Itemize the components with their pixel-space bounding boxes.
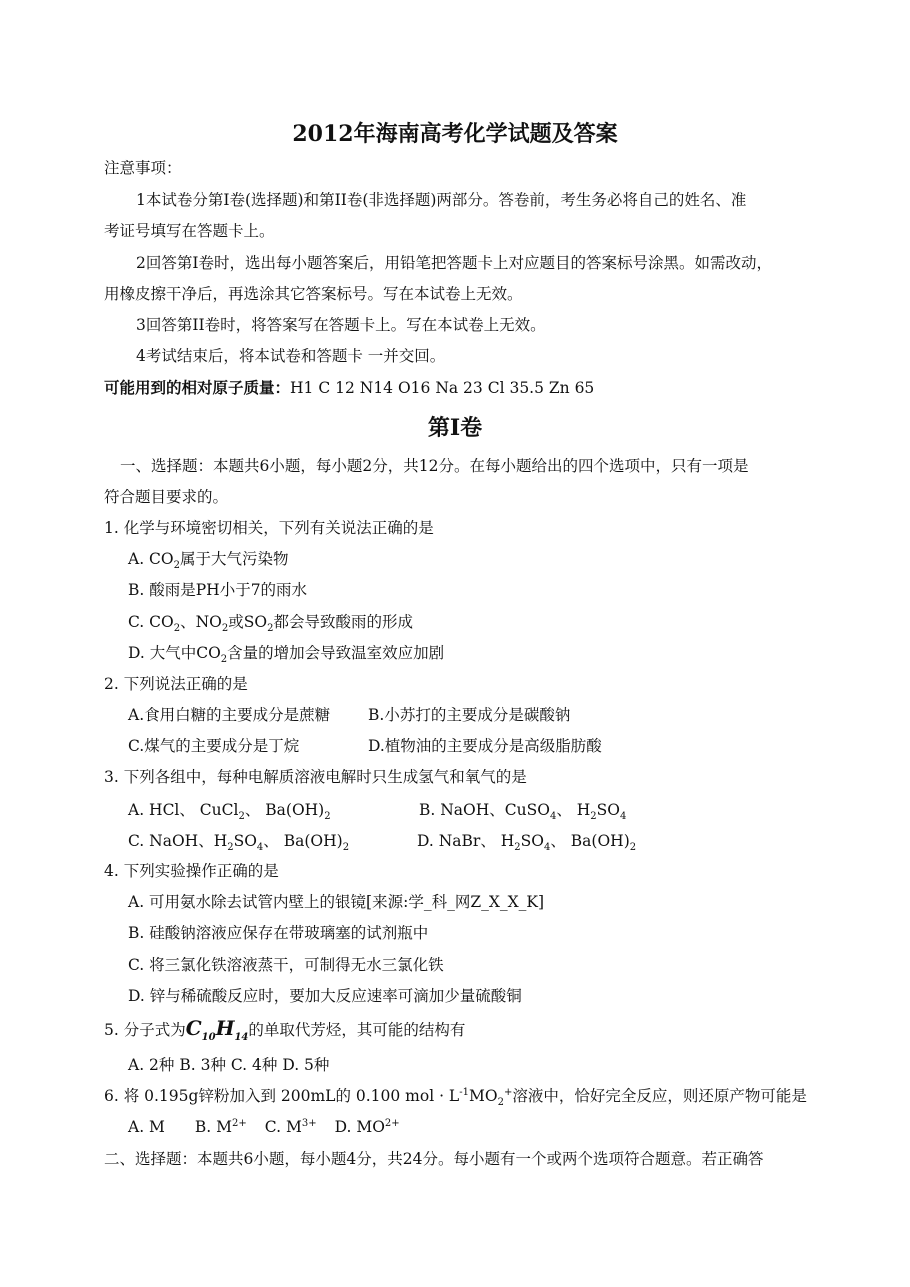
q1-option-d: D. 大气中$CO_2$含量的增加会导致温室效应加剧 bbox=[128, 644, 445, 666]
q3-option-c: C. NaOH、$H_2SO_4$、 $Ba(OH)_2$ bbox=[128, 832, 350, 854]
q4-option-b: B. 硅酸钠溶液应保存在带玻璃塞的试剂瓶中 bbox=[128, 924, 429, 942]
q6-stem: 6. 将 0.195g锌粉加入到 200mL的 0.100 mol · $L^{-1}MO_2^+$溶液中，恰好完全反应，则还原产物可能是 bbox=[104, 1086, 807, 1109]
q6-option-c: C. $M^{3+}$ bbox=[264, 1117, 317, 1136]
atomic-mass-line bbox=[104, 378, 594, 398]
q2-stem: 2. 下列说法正确的是 bbox=[104, 675, 248, 693]
q1-stem: 1. 化学与环境密切相关，下列有关说法正确的是 bbox=[104, 519, 434, 537]
q6-options bbox=[128, 1117, 400, 1137]
note-4: 4考试结束后，将本试卷和答题卡 一并交回。 bbox=[136, 347, 446, 365]
section-1-intro-cont: 符合题目要求的。 bbox=[104, 488, 229, 506]
q1-option-c: C. $CO_2$、$NO_2$或$SO_2$都会导致酸雨的形成 bbox=[128, 613, 413, 635]
q5-options: A. 2种 B. 3种 C. 4种 D. 5种 bbox=[128, 1056, 330, 1074]
atomic-mass-values: H1 C 12 N14 O16 Na 23 Cl 35.5 Zn 65 bbox=[290, 379, 595, 397]
q6-option-b: B. $M^{2+}$ bbox=[194, 1117, 247, 1136]
q3-option-b: B. NaOH、CuSO$_4$、 $H_2SO_4$ bbox=[419, 801, 627, 823]
page-title: 2012年海南高考化学试题及答案 bbox=[292, 121, 618, 147]
q3-stem: 3. 下列各组中，每种电解质溶液电解时只生成氢气和氧气的是 bbox=[104, 768, 527, 786]
q1-option-a: A. $CO_2$属于大气污染物 bbox=[128, 550, 289, 572]
q3-option-d: D. NaBr、 $H_2SO_4$、 $Ba(OH)_2$ bbox=[417, 832, 637, 854]
q1-option-b: B. 酸雨是PH小于7的雨水 bbox=[128, 581, 308, 599]
q2-option-c: C.煤气的主要成分是丁烷 bbox=[128, 737, 300, 755]
q2-option-d: D.植物油的主要成分是高级脂肪酸 bbox=[368, 737, 602, 755]
q3-option-a: A. HCl、 CuCl$_2$、 $Ba(OH)_2$ bbox=[128, 801, 331, 823]
note-1-cont: 考证号填写在答题卡上。 bbox=[104, 222, 275, 240]
q5-stem: 5. 分子式为$C_{10}H_{14}$的单取代芳烃，其可能的结构有 bbox=[104, 1016, 466, 1043]
q4-stem: 4. 下列实验操作正确的是 bbox=[104, 862, 279, 880]
q2-option-a: A.食用白糖的主要成分是蔗糖 bbox=[128, 706, 331, 724]
section-1-intro: 一、选择题：本题共6小题，每小题2分，共12分。在每小题给出的四个选项中，只有一项是 bbox=[120, 457, 749, 475]
note-2-cont: 用橡皮擦干净后，再选涂其它答案标号。写在本试卷上无效。 bbox=[104, 285, 523, 303]
notice-heading: 注意事项： bbox=[104, 159, 182, 177]
q4-option-d: D. 锌与稀硫酸反应时，要加大反应速率可滴加少量硫酸铜 bbox=[128, 987, 522, 1005]
note-1: 1本试卷分第Ⅰ卷(选择题)和第II卷(非选择题)两部分。答卷前，考生务必将自己的姓名、准 bbox=[136, 191, 747, 209]
q6-option-d: D. $MO^{2+}$ bbox=[334, 1117, 400, 1136]
section-2-intro: 二、选择题：本题共6小题，每小题4分，共24分。每小题有一个或两个选项符合题意。若正确答 bbox=[104, 1150, 764, 1168]
q2-option-b: B.小苏打的主要成分是碳酸钠 bbox=[368, 706, 571, 724]
atomic-mass-label: 可能用到的相对原子质量： bbox=[104, 378, 291, 397]
note-3: 3回答第II卷时，将答案写在答题卡上。写在本试卷上无效。 bbox=[136, 316, 546, 334]
q5-formula: $C_{10}H_{14}$ bbox=[185, 1016, 249, 1043]
q4-option-a: A. 可用氨水除去试管内壁上的银镜[来源:学_科_网Z_X_X_K] bbox=[128, 893, 545, 911]
q6-option-a: A. M bbox=[128, 1118, 165, 1136]
volume-title: 第Ⅰ卷 bbox=[427, 415, 483, 441]
note-2: 2回答第Ⅰ卷时，选出每小题答案后，用铅笔把答题卡上对应题目的答案标号涂黑。如需改动， bbox=[136, 254, 772, 272]
q4-option-c: C. 将三氯化铁溶液蒸干，可制得无水三氯化铁 bbox=[128, 956, 444, 974]
